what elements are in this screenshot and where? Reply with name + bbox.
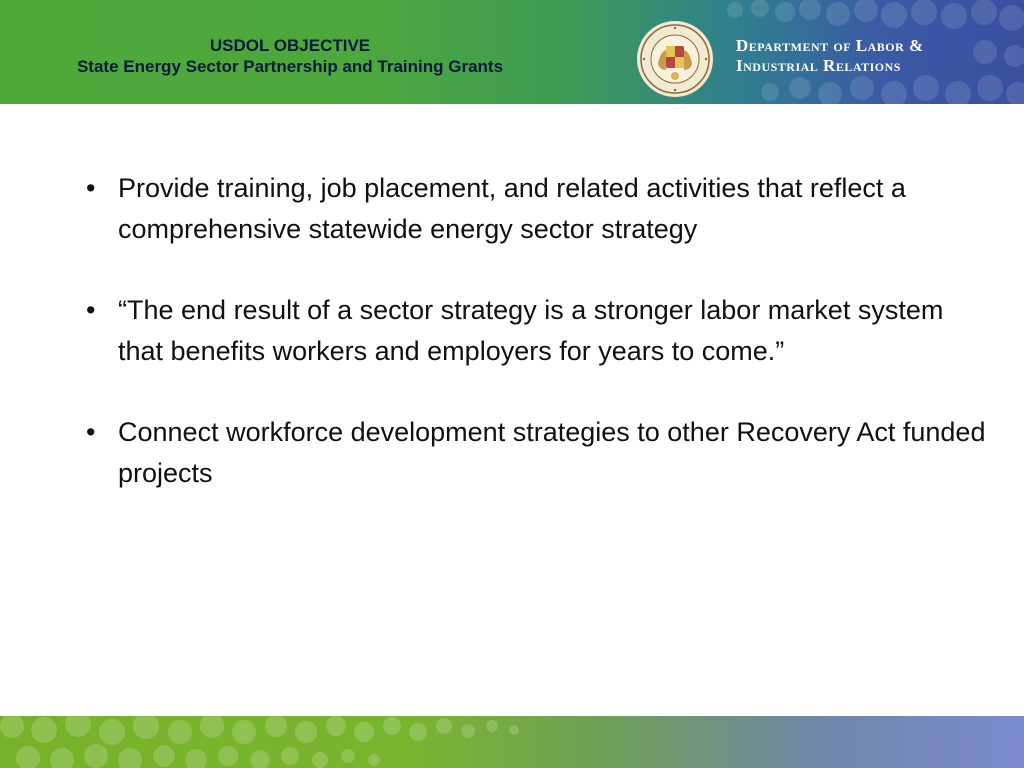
slide-body [86,168,986,534]
slide-title-block [0,36,580,78]
bullet-text: Provide training, job placement, and related activities that reflect a comprehensive statewide energy sector strategy [118,173,906,244]
slide-title: USDOL OBJECTIVE [209,36,371,55]
slide-subtitle: State Energy Sector Partnership and Training Grants [76,57,504,76]
slide-footer-banner [0,716,1024,768]
state-seal-icon [636,20,714,98]
bullet-symbol: • [86,417,96,447]
department-name [736,36,924,76]
bullet-text: Connect workforce development strategies to other Recovery Act funded projects [118,417,986,488]
department-name-line1: Department of Labor & [736,36,924,55]
bullet-item [86,290,986,372]
bullet-symbol: • [86,173,96,203]
bullet-item [86,168,986,250]
bullet-item [86,412,986,494]
footer-dot-pattern [0,716,1024,768]
bullet-text: “The end result of a sector strategy is a stronger labor market system that benefits workers and employers for years to come.” [118,295,944,366]
department-name-line2: Industrial Relations [736,56,901,75]
bullet-symbol: • [86,295,96,325]
slide-header-banner [0,0,1024,104]
